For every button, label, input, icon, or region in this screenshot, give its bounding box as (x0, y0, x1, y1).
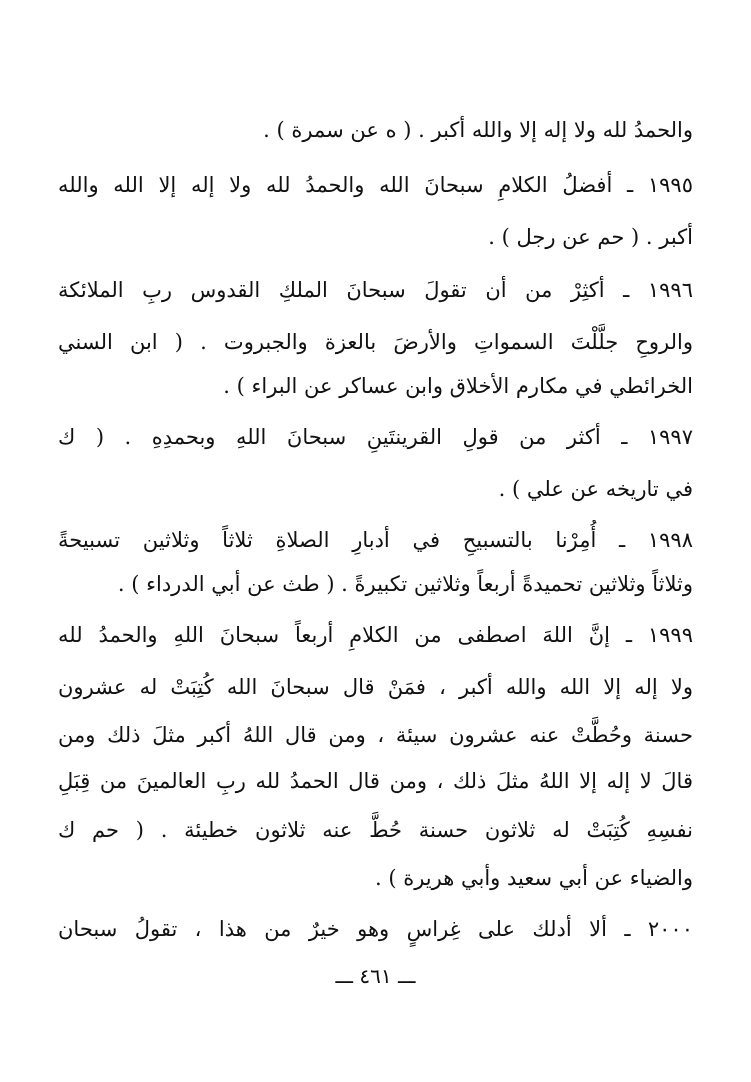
text-line-14: قالَ لا إله إلا اللهُ مثلَ ذلك ، ومن قال الحمدُ لله ربِ العالمينَ من قِبَلِ (58, 769, 693, 793)
text-line-5: والروحِ جلَّلْتَ السمواتِ والأرضَ بالعزة والجبروت . ( ابن السني (58, 330, 693, 354)
text-line-11: ١٩٩٩ ـ إنَّ اللهَ اصطفى من الكلامِ أربعاً سبحانَ اللهِ والحمدُ لله (58, 623, 693, 647)
text-line-7: ١٩٩٧ ـ أكثر من قولِ القرينتَينِ سبحانَ اللهِ وبحمدِهِ . ( ك (58, 425, 693, 449)
text-line-2: ١٩٩٥ ـ أفضلُ الكلامِ سبحانَ الله والحمدُ لله ولا إله إلا الله والله (58, 173, 693, 197)
text-line-10: وثلاثاً وثلاثين تحميدةً أربعاً وثلاثين تكبيرةً . ( طث عن أبي الدرداء ) . (117, 572, 693, 596)
text-line-15: نفسِهِ كُتِبَتْ له ثلاثون حسنة حُطَّ عنه ثلاثون خطيئة . ( حم ك (58, 818, 693, 842)
text-line-4: ١٩٩٦ ـ أكثِرْ من أن تقولَ سبحانَ الملكِ القدوس ربِ الملائكة (58, 278, 693, 302)
text-line-8: في تاريخه عن علي ) . (498, 477, 693, 501)
page-number: ـــ ٤٦١ ـــ (335, 964, 416, 988)
text-line-3: أكبر . ( حم عن رجل ) . (488, 225, 693, 249)
text-line-13: حسنة وحُطَّتْ عنه عشرون سيئة ، ومن قال اللهُ أكبر مثلَ ذلك ومن (58, 723, 693, 747)
text-line-12: ولا إله إلا الله والله أكبر ، فمَنْ قال سبحانَ الله كُتِبَتْ له عشرون (58, 675, 693, 699)
text-line-9: ١٩٩٨ ـ أُمِرْنا بالتسبيحِ في أدبارِ الصلاةِ ثلاثاً وثلاثين تسبيحةً (58, 528, 693, 552)
text-line-6: الخرائطي في مكارم الأخلاق وابن عساكر عن البراء ) . (223, 374, 693, 398)
text-line-1: والحمدُ لله ولا إله إلا والله أكبر . ( ه عن سمرة ) . (263, 118, 693, 142)
text-line-16: والضياء عن أبي سعيد وأبي هريرة ) . (375, 866, 693, 890)
text-line-17: ٢٠٠٠ ـ ألا أدلك على غِراسٍ وهو خيرٌ من هذا ، تقولُ سبحان (58, 917, 693, 941)
